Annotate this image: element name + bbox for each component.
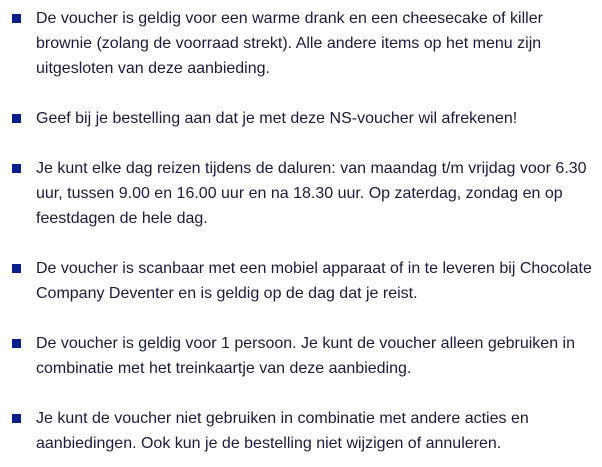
condition-item-order-payment (0, 106, 602, 131)
square-bullet-icon (12, 114, 21, 123)
condition-item-off-peak-hours (0, 156, 602, 231)
condition-item-no-combination (0, 406, 602, 456)
square-bullet-icon (12, 339, 21, 348)
square-bullet-icon (12, 414, 21, 423)
condition-text: Je kunt de voucher niet gebruiken in combinatie met andere acties en aanbiedingen. Ook kun je de bestelling niet wijzigen of annuleren. (36, 410, 529, 452)
condition-item-scannable (0, 256, 602, 306)
condition-text: De voucher is geldig voor 1 persoon. Je kunt de voucher alleen gebruiken in combinatie met het treinkaartje van deze aanbieding. (36, 335, 575, 377)
condition-item-one-person (0, 331, 602, 381)
condition-item-drink-cake (0, 6, 602, 81)
condition-text: Geef bij je bestelling aan dat je met deze NS-voucher wil afrekenen! (36, 110, 518, 127)
condition-text: Je kunt elke dag reizen tijdens de daluren: van maandag t/m vrijdag voor 6.30 uur, tussen 9.00 en 16.00 uur en na 18.30 uur. Op zaterdag, zondag en op feestdagen de hele dag. (36, 160, 587, 227)
condition-text: De voucher is scanbaar met een mobiel apparaat of in te leveren bij Chocolate Company Deventer en is geldig op de dag dat je reist. (36, 260, 592, 302)
square-bullet-icon (12, 264, 21, 273)
square-bullet-icon (12, 14, 21, 23)
square-bullet-icon (12, 164, 21, 173)
condition-text: De voucher is geldig voor een warme drank en een cheesecake of killer brownie (zolang de voorraad strekt). Alle andere items op het menu zijn uitgesloten van deze aanbieding. (36, 10, 543, 77)
